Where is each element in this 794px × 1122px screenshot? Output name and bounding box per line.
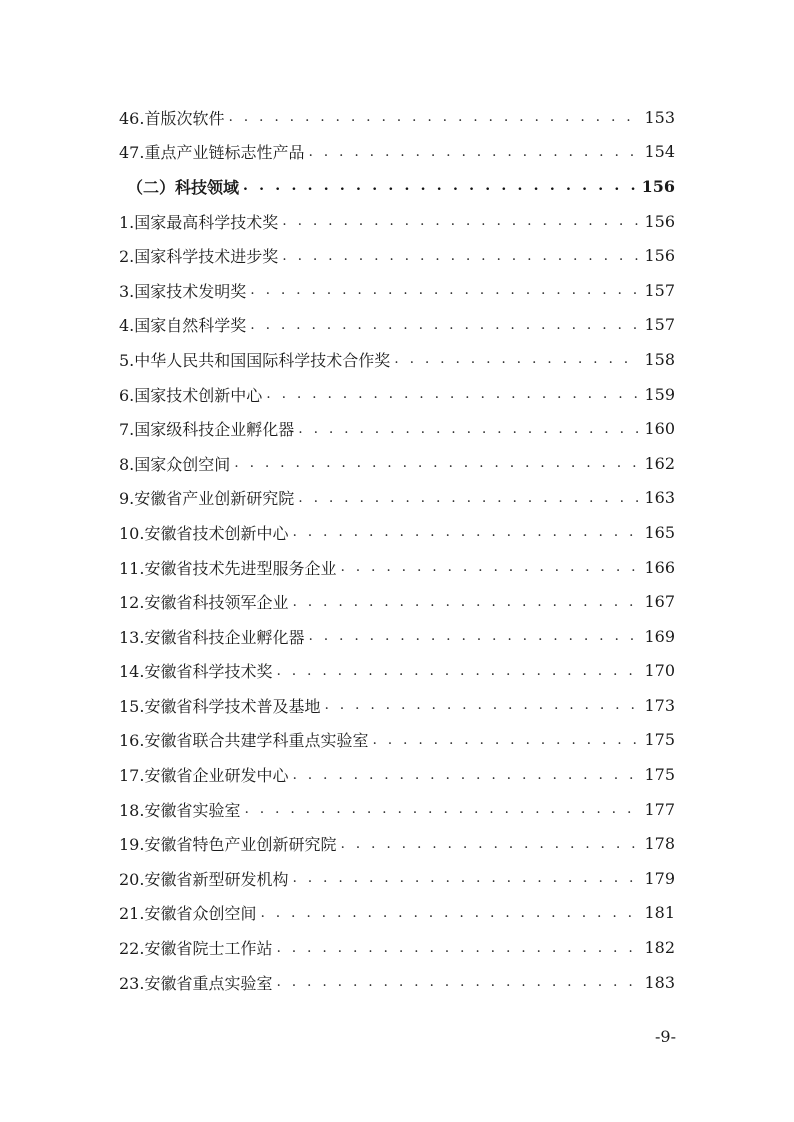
dot-leader	[243, 178, 638, 194]
toc-entry-page: 156	[641, 176, 675, 196]
toc-entry-title: 6.国家技术创新中心	[119, 385, 263, 405]
dot-leader	[282, 248, 640, 264]
toc-entry-page: 160	[644, 419, 675, 439]
toc-entry-title: 5.中华人民共和国国际科学技术合作奖	[119, 350, 391, 370]
dot-leader	[292, 594, 640, 610]
toc-entry[interactable]	[119, 446, 675, 481]
dot-leader	[276, 940, 640, 956]
toc-entry-page: 170	[644, 661, 675, 681]
toc-entry[interactable]	[119, 896, 675, 931]
toc-entry[interactable]	[119, 930, 675, 965]
toc-entry-page: 177	[644, 799, 675, 819]
dot-leader	[308, 628, 640, 644]
toc-entry[interactable]	[119, 204, 675, 239]
dot-leader	[372, 732, 640, 748]
dot-leader	[250, 317, 640, 333]
toc-entry-title: 22.安徽省院士工作站	[119, 939, 273, 959]
dot-leader	[340, 559, 640, 575]
dot-leader	[292, 524, 640, 540]
toc-entry-title: 13.安徽省科技企业孵化器	[119, 627, 305, 647]
toc-entry[interactable]	[119, 481, 675, 516]
toc-entry[interactable]	[119, 826, 675, 861]
dot-leader	[244, 801, 640, 817]
toc-entry-title: 1.国家最高科学技术奖	[119, 212, 279, 232]
toc-entry-page: 154	[644, 142, 675, 162]
toc-entry-title: 9.安徽省产业创新研究院	[119, 489, 295, 509]
toc-entry-page: 165	[644, 522, 675, 542]
dot-leader	[292, 767, 640, 783]
toc-entry[interactable]	[119, 861, 675, 896]
dot-leader	[308, 144, 640, 160]
toc-entry-page: 175	[644, 730, 675, 750]
toc-entry-title: （二）科技领域	[127, 177, 240, 197]
toc-entry[interactable]	[119, 757, 675, 792]
dot-leader	[276, 663, 640, 679]
toc-entry-page: 181	[644, 903, 675, 923]
toc-entry-page: 173	[644, 695, 675, 715]
toc-entry-title: 15.安徽省科学技术普及基地	[119, 696, 321, 716]
toc-entry-title: 23.安徽省重点实验室	[119, 973, 273, 993]
toc-entry[interactable]	[119, 308, 675, 343]
toc-entry[interactable]	[119, 135, 675, 170]
dot-leader	[234, 455, 640, 471]
toc-entry[interactable]	[119, 654, 675, 689]
toc-entry-title: 14.安徽省科学技术奖	[119, 662, 273, 682]
dot-leader	[394, 351, 640, 367]
toc-entry-title: 7.国家级科技企业孵化器	[119, 420, 295, 440]
toc-entry[interactable]	[119, 238, 675, 273]
toc-entry-title: 19.安徽省特色产业创新研究院	[119, 835, 337, 855]
toc-entry[interactable]	[119, 377, 675, 412]
toc-entry-page: 163	[644, 488, 675, 508]
table-of-contents	[119, 100, 675, 999]
toc-entry-title: 11.安徽省技术先进型服务企业	[119, 558, 337, 578]
toc-entry-title: 46.首版次软件	[119, 108, 225, 128]
toc-entry-title: 2.国家科学技术进步奖	[119, 247, 279, 267]
toc-entry[interactable]	[119, 965, 675, 1000]
toc-entry[interactable]	[119, 100, 675, 135]
toc-entry-title: 4.国家自然科学奖	[119, 316, 247, 336]
toc-entry-page: 169	[644, 626, 675, 646]
dot-leader	[298, 421, 640, 437]
toc-entry-page: 159	[644, 384, 675, 404]
toc-entry-page: 158	[644, 349, 675, 369]
toc-entry-title: 10.安徽省技术创新中心	[119, 523, 289, 543]
toc-entry[interactable]	[119, 550, 675, 585]
toc-entry-page: 182	[644, 938, 675, 958]
toc-entry[interactable]	[119, 515, 675, 550]
dot-leader	[250, 282, 640, 298]
toc-entry[interactable]	[119, 619, 675, 654]
toc-entry-page: 175	[644, 765, 675, 785]
toc-entry-page: 183	[644, 972, 675, 992]
toc-entry[interactable]	[119, 411, 675, 446]
dot-leader	[260, 905, 640, 921]
dot-leader	[292, 870, 640, 886]
dot-leader	[324, 697, 640, 713]
toc-entry[interactable]	[119, 273, 675, 308]
dot-leader	[282, 213, 640, 229]
toc-entry-title: 16.安徽省联合共建学科重点实验室	[119, 731, 369, 751]
toc-entry-page: 179	[644, 868, 675, 888]
dot-leader	[340, 836, 640, 852]
toc-entry-page: 153	[644, 107, 675, 127]
dot-leader	[298, 490, 640, 506]
toc-entry-title: 8.国家众创空间	[119, 454, 231, 474]
toc-entry-page: 167	[644, 592, 675, 612]
toc-entry-title: 47.重点产业链标志性产品	[119, 143, 305, 163]
toc-entry-page: 157	[644, 280, 675, 300]
toc-entry[interactable]	[119, 584, 675, 619]
page-number: -9-	[655, 1027, 676, 1046]
dot-leader	[228, 109, 640, 125]
toc-entry-title: 3.国家技术发明奖	[119, 281, 247, 301]
toc-entry-page: 156	[644, 246, 675, 266]
toc-entry[interactable]	[119, 723, 675, 758]
toc-entry[interactable]	[119, 792, 675, 827]
toc-entry[interactable]	[119, 342, 675, 377]
toc-entry-title: 20.安徽省新型研发机构	[119, 869, 289, 889]
toc-entry-page: 166	[644, 557, 675, 577]
toc-section-heading[interactable]	[119, 169, 675, 204]
toc-entry-title: 18.安徽省实验室	[119, 800, 241, 820]
toc-entry-page: 157	[644, 315, 675, 335]
toc-entry-page: 156	[644, 211, 675, 231]
dot-leader	[276, 974, 640, 990]
dot-leader	[266, 386, 640, 402]
toc-entry-title: 21.安徽省众创空间	[119, 904, 257, 924]
toc-entry-page: 162	[644, 453, 675, 473]
toc-entry-page: 178	[644, 834, 675, 854]
toc-entry[interactable]	[119, 688, 675, 723]
toc-entry-title: 17.安徽省企业研发中心	[119, 766, 289, 786]
toc-entry-title: 12.安徽省科技领军企业	[119, 593, 289, 613]
